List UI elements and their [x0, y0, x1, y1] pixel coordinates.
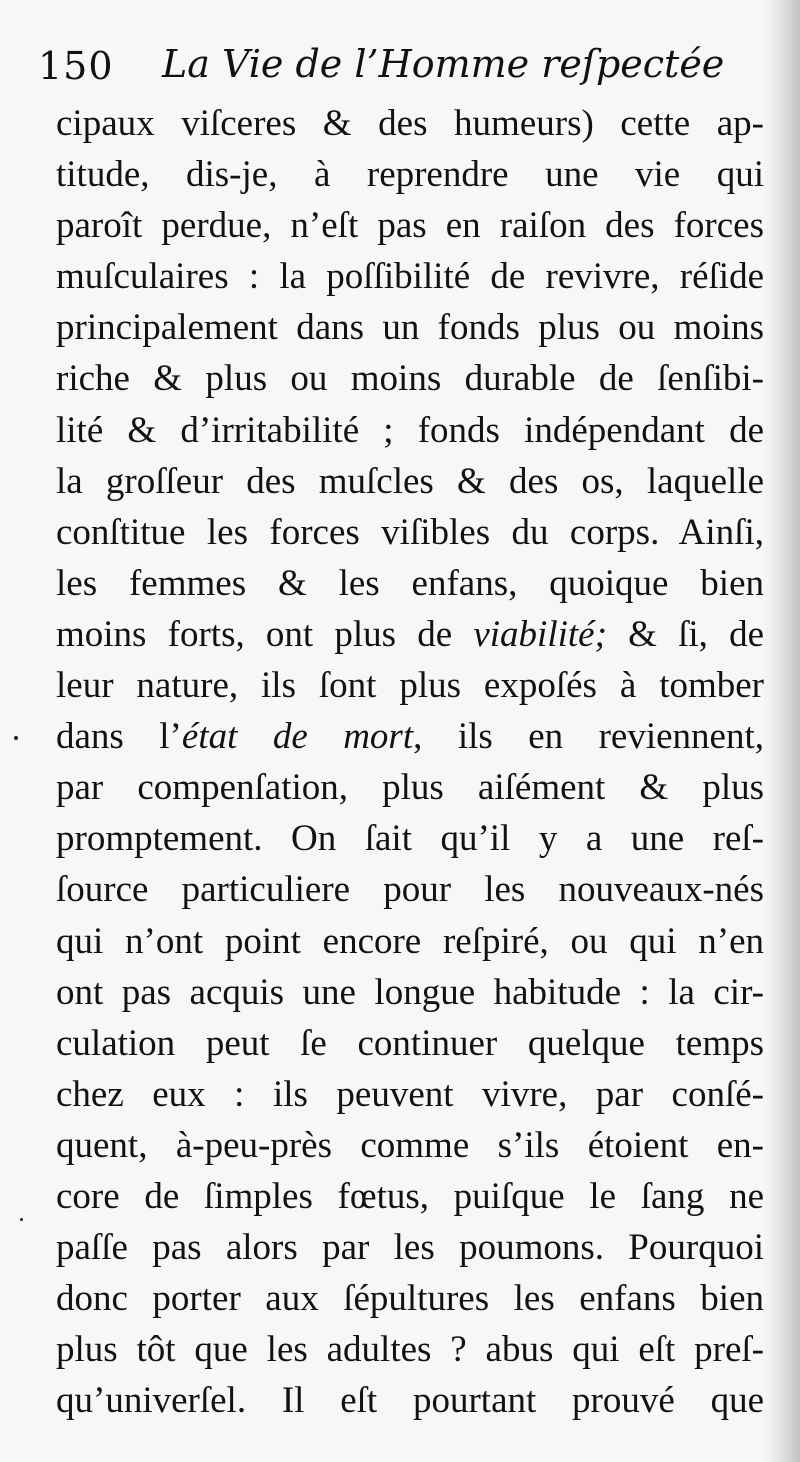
body-text — [56, 98, 764, 1426]
text-line — [56, 813, 764, 864]
text-line — [56, 251, 764, 302]
line-text: titude, dis-je, à reprendre une vie qui — [56, 154, 764, 196]
text-line — [56, 711, 764, 762]
italic-text: viabilité; — [473, 613, 607, 655]
text-line — [56, 660, 764, 711]
line-text: cipaux viſceres & des humeurs) cette ap- — [56, 103, 764, 144]
line-text: principalement dans un fonds plus ou moins — [56, 307, 764, 349]
line-text: muſculaires : la poſſibilité de revivre, réſide — [56, 256, 764, 298]
line-text: plus tôt que les adultes ? abus qui eſt preſ- — [56, 1329, 764, 1371]
line-text: chez eux : ils peuvent vivre, par conſé- — [56, 1073, 764, 1115]
italic-text: état de mort — [181, 716, 414, 758]
line-text: , ils en reviennent, — [413, 716, 764, 758]
line-text: promptement. On ſait qu’il y a une reſ- — [56, 818, 764, 860]
line-text: qu’univerſel. Il eſt pourtant prouvé que — [56, 1380, 764, 1422]
running-head: La Vie de l’Homme reſpectée — [162, 42, 725, 86]
line-text: la groſſeur des muſcles & des os, laquelle — [56, 460, 764, 502]
text-line — [56, 1120, 764, 1171]
text-line — [56, 1018, 764, 1069]
line-text: paroît perdue, n’eſt pas en raiſon des forces — [56, 205, 764, 247]
text-line — [56, 864, 764, 915]
line-text: ont pas acquis une longue habitude : la cir- — [56, 971, 764, 1013]
text-line — [56, 762, 764, 813]
text-line — [56, 200, 764, 251]
text-line — [56, 1273, 764, 1324]
text-line — [56, 98, 764, 149]
ink-speck — [14, 736, 18, 740]
line-text: culation peut ſe continuer quelque temps — [56, 1022, 764, 1064]
text-line — [56, 456, 764, 507]
line-text: core de ſimples fœtus, puiſque le ſang ne — [56, 1175, 764, 1217]
text-line — [56, 916, 764, 967]
text-line — [56, 302, 764, 353]
text-line — [56, 558, 764, 609]
line-text: dans l’ — [56, 716, 182, 758]
text-line — [56, 1069, 764, 1120]
line-text: par compenſation, plus aiſément & plus — [56, 767, 764, 809]
line-text: lité & d’irritabilité ; fonds indépendant de — [56, 409, 764, 451]
text-line — [56, 507, 764, 558]
line-text: paſſe pas alors par les poumons. Pourquoi — [56, 1227, 764, 1269]
line-text: leur nature, ils ſont plus expoſés à tomber — [56, 665, 764, 707]
line-text: & ſi, de — [606, 613, 764, 655]
text-line — [56, 149, 764, 200]
text-line — [56, 405, 764, 456]
line-text: riche & plus ou moins durable de ſenſibi- — [56, 358, 764, 400]
text-line — [56, 1375, 764, 1426]
line-text: ſource particuliere pour les nouveaux-nés — [56, 869, 764, 911]
text-line — [56, 353, 764, 404]
text-line — [56, 609, 764, 660]
text-line — [56, 1171, 764, 1222]
line-text: qui n’ont point encore reſpiré, ou qui n’en — [56, 920, 764, 962]
page-number: 150 — [38, 44, 114, 88]
line-text: conſtitue les forces viſibles du corps. Ainſi, — [56, 511, 764, 553]
page-header — [24, 34, 764, 94]
line-text: moins forts, ont plus de — [56, 613, 474, 655]
line-text: donc porter aux ſépultures les enfans bien — [56, 1278, 764, 1320]
text-line — [56, 1222, 764, 1273]
line-text: les femmes & les enfans, quoique bien — [56, 562, 764, 604]
text-line — [56, 1324, 764, 1375]
line-text: quent, à-peu-près comme s’ils étoient en- — [56, 1124, 764, 1166]
ink-speck — [20, 1218, 23, 1221]
text-line — [56, 967, 764, 1018]
